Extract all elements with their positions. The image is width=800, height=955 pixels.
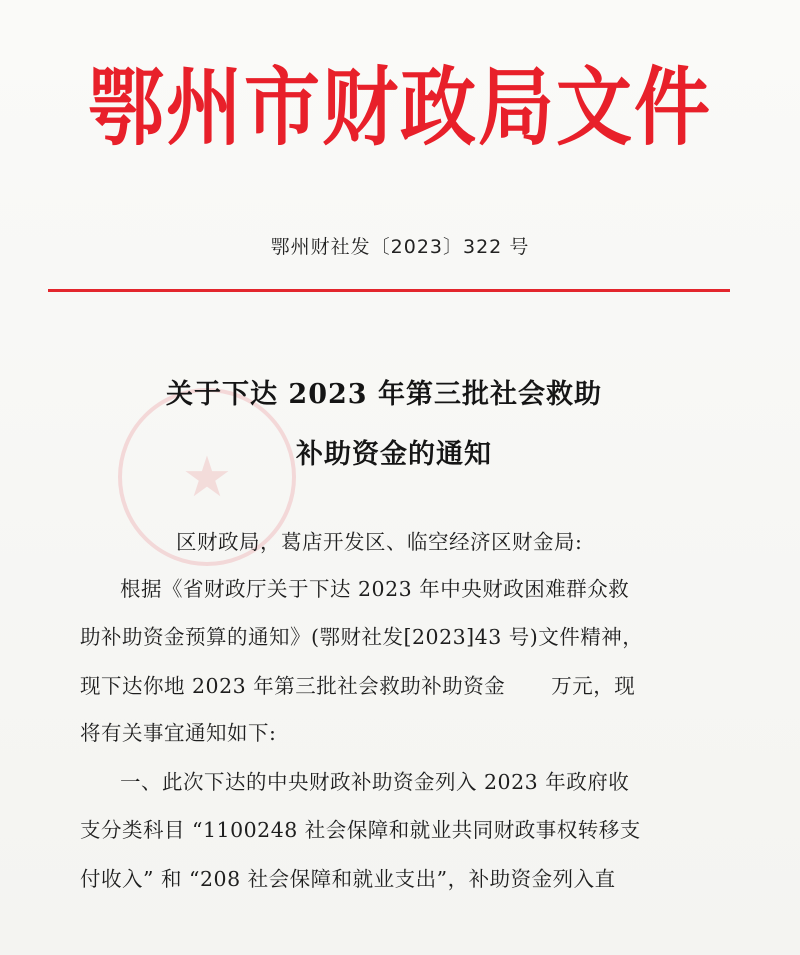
addressee-line: 区财政局，葛店开发区、临空经济区财金局:: [176, 530, 583, 554]
paragraph-1-line-3: [80, 671, 635, 701]
paragraph-1-line-2: 助补助资金预算的通知》(鄂财社发[2023]43 号)文件精神，: [80, 625, 644, 649]
paragraph-2-line-3: 付收入” 和 “208 社会保障和就业支出”，补助资金列入直: [80, 867, 616, 891]
seal-star-icon: ★: [181, 444, 233, 510]
paragraph-2-line-1: 一、此次下达的中央财政补助资金列入 2023 年政府收: [120, 770, 630, 794]
notice-title-line-2: 补助资金的通知: [296, 439, 492, 470]
notice-title-line-1: 关于下达 2023 年第三批社会救助: [166, 379, 602, 410]
paragraph-1-line-3-start: 现下达你地 2023 年第三批社会救助补助资金: [80, 674, 506, 698]
paragraph-2-line-2: 支分类科目 “1100248 社会保障和就业共同财政事权转移支: [80, 818, 641, 842]
issuer-title: 鄂州市财政局文件: [88, 57, 712, 158]
document-number: 鄂州财社发〔2023〕322 号: [270, 236, 530, 258]
paragraph-1-line-4: 将有关事宜通知如下:: [80, 721, 277, 745]
paragraph-1-line-1: 根据《省财政厅关于下达 2023 年中央财政困难群众救: [120, 577, 630, 601]
paragraph-1-line-3-end: 万元，现: [551, 674, 636, 698]
